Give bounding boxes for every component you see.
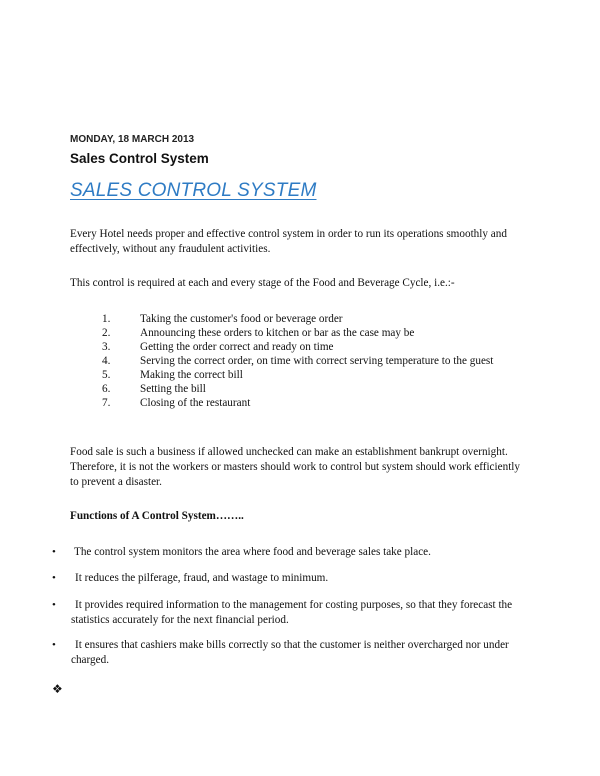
functions-heading: Functions of A Control System…….. [70,510,244,522]
intro-paragraph: Every Hotel needs proper and effective control system in order to run its operations smoothly and effectively, without any fraudulent activities. [70,228,507,255]
list-item [102,326,414,340]
list-number: 2. [102,327,111,339]
list-item [102,396,250,410]
bullet-glyph: • [52,639,56,651]
list-item [102,340,334,354]
list-text: Setting the bill [140,383,206,395]
list-number: 6. [102,383,111,395]
function-item [71,545,531,560]
post-title: Sales Control System [70,151,209,166]
function-text: The control system monitors the area where food and beverage sales take place. [74,546,431,558]
list-number: 5. [102,369,111,381]
post-date: MONDAY, 18 MARCH 2013 [70,134,195,145]
function-item [71,598,531,628]
list-text: Taking the customer's food or beverage order [140,313,343,325]
function-text: It ensures that cashiers make bills correctly so that the customer is neither overcharged nor under charged. [71,639,509,666]
bullet-glyph: • [52,572,56,584]
list-text: Getting the order correct and ready on time [140,341,334,353]
function-item [71,571,531,586]
list-number: 1. [102,313,111,325]
function-text: It provides required information to the management for costing purposes, so that they forecast the statistics accurately for the next financial period. [71,599,513,626]
function-text: It reduces the pilferage, fraud, and wastage to minimum. [75,572,329,584]
list-number: 3. [102,341,111,353]
list-item [102,354,493,368]
list-number: 4. [102,355,111,367]
bullet-glyph: • [52,599,56,611]
document-heading: SALES CONTROL SYSTEM [70,180,317,201]
list-text: Announcing these orders to kitchen or bar as the case may be [140,327,415,339]
list-text: Closing of the restaurant [140,397,251,409]
list-item [102,368,243,382]
bullet-glyph: • [52,546,56,558]
cycle-intro-paragraph: This control is required at each and every stage of the Food and Beverage Cycle, i.e.:- [70,277,455,289]
diamond-bullet-icon: ❖ [52,682,63,696]
list-item [102,312,343,326]
list-number: 7. [102,397,111,409]
list-text: Making the correct bill [140,369,243,381]
list-item [102,382,206,396]
food-sale-paragraph: Food sale is such a business if allowed unchecked can make an establishment bankrupt overnight. Therefore, it is not the workers or masters should work to control but system should work efficiently to prevent a disaster. [70,446,521,488]
list-text: Serving the correct order, on time with correct serving temperature to the guest [140,355,494,367]
function-item [71,638,531,668]
